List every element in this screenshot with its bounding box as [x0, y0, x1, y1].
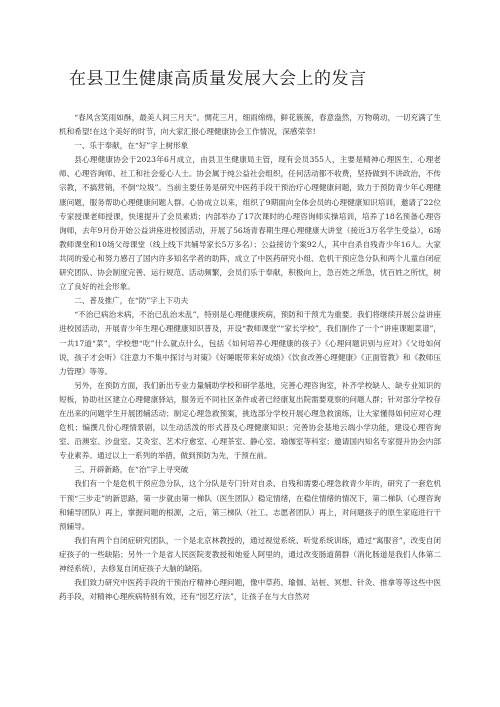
body-paragraph: “春风含笑雨如酥，最美人间三月天”。惆花三月，细雨绵绵，鲜花簇簇，春意盎然，万物萌动，一切充满了生机和希望!在这个美好的时节，向大家汇报心理健康协会工作情况，深感荣幸! — [59, 113, 441, 137]
body-paragraph: 县心理健康协会于2023年6月成立，由县卫生健康局主管，现有会员355人，主要是精神心理医生、心理老师、心理咨询师、社工和社会爱心人士。协会属于纯公益社会组织，任何活动都不收费，坚持做到不讲政治，不传宗教，不搞营销，不倒“垃圾”。当前主要任务是研究中医药手段干预治疗心理健康问题，致力于预防青少年心理健康问题，服务帮助心理健康问题人群。心协成立以来，组织了9期面向全体会员的心理健康知识培训，邀请了22位专家授课老师授课，快速提升了会员素质；内部举办了17次课时的心理咨询师实操培训，培养了18名预备心理咨询师，去年9月份开始公益讲座进校园活动，开展了56场青春期生理心理健康大讲堂（接近3万名学生受益），6场教师课堂和10场父母课堂（线上线下共辅导家长5万多名）；公益接访个案92人，其中自杀自残青少年16人。大家共同的爱心和努力感召了国内许多知名学者的助阵，成立了中医药研究小组、危机干预应急分队和两个儿童自闭症研究团队、协会制度完善、运行规范、活动频繁，会员们乐于奉献，积极向上，急百姓之所急，忧百姓之所忧，树立了良好的社会形象。 — [59, 155, 441, 292]
body-paragraph: 另外，在预防方面，我们新出专业力量辅助学校和研学基地，完善心理咨询室，补齐学校缺人、缺专业知识的短板，协助社区建立心理健康驿站，服务近不同社区条件或者已经康复出院需要观察的问题人群；针对部分学校存在出来的问题学生开展团辅活动；制定心理急救预案，挑选部分学校开展心理急救演练，让大家懂得如何应对心理危机；编撰几份心理情景剧，以生动活泼的形式普及心理健康知识；完善协会基地云端小学功能，建设心理咨询室、沿澳室、沙盘室、艾灸室、艺术疗愈室、心理茶室、静心室、瑜伽室等科室；邀请国内知名专家提升协会内部专业素养。通过以上一系列的举措，做到预防为先，于预在前。 — [59, 380, 441, 461]
section-heading: 三、开辟新路，在“治”字上寻突破 — [74, 465, 189, 475]
document-body — [59, 111, 441, 604]
section-heading: 一、乐于奉献，在“好”字上树形象 — [74, 141, 189, 151]
body-paragraph: 我们有两个自闭症研究团队，一个是北京林教授的，通过视觉系统、听觉系统训练，通过“寓服音”，改变自闭症孩子的一些缺陷；另外一个是省人民医院麦教授和她爱人阿里的，通过改变肠道菌群（消化肠道是我们人体第二神经系统），去修复自闭症孩子大脑的缺陷。 — [59, 535, 441, 573]
section-heading: 二、普及推广，在“防”字上下功夫 — [74, 296, 189, 306]
body-paragraph: “不治已病治未病，不治已乱治未乱”，特别是心理健康疾病，预防和干预尤为重要。我们将继续开展公益讲座进校园活动，开展青少年生理心理健康知识普及，开设“教师课堂”“家长学校”，我们制作了一个“讲座课题菜谱”，一共17道“菜”，学校想“吃”什么就点什么，包括《如何培养心理健康的孩子》《心理问题识别与应对》《父母如何说，孩子才会听》《注意力不集中探讨与对策》《好睡眠带来好成绩》《饮食改善心理健康》《正面管教》和《教师压力管理》等等。 — [59, 310, 441, 376]
document-title: 在县卫生健康高质量发展大会上的发言 — [69, 69, 367, 89]
body-paragraph: 我们有一个是危机干预应急分队，这个分队是专门针对自杀、自残和需要心理急救青少年的，研究了一套危机干预“三步走”的新思路，第一步就由第一梯队（医生团队）稳定情绪，在稳住情绪的情况下，第二梯队（心理咨询和辅导团队）再上，掌握问题的根源，之后，第三梯队（社工、志愿者团队）再上，对问题孩子的原生家庭进行干预辅导。 — [59, 479, 441, 531]
body-paragraph: 我们致力研究中医药手段的干预治疗精神心理问题，像中草药、瑜伽、站桩、冥想、针灸、推拿等等这些中医药手段，对精神心理疾病特别有效，还有“园艺疗法”，让孩子在与大自然对 — [59, 578, 441, 602]
